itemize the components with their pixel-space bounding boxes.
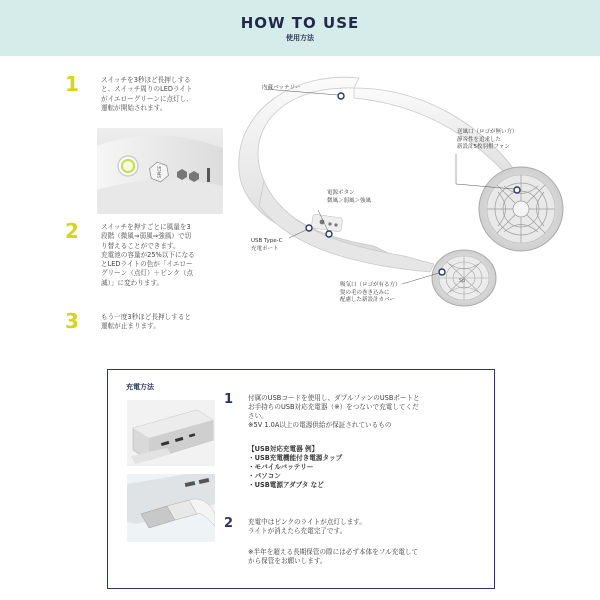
charge-step-1-line: お手持ちのUSB対応充電器（※）をつないで充電してくだ [248,403,419,411]
charge-step-1-number: 1 [224,392,234,407]
power-bank-photo [127,400,215,466]
callout-usb-line: USB Type-C [251,238,283,244]
step-1-line: がイエローグリーンに点灯し、 [101,94,193,103]
step-3-line: 運転が止まります。 [101,322,160,331]
charger-example-item: ・パソコン [248,472,281,480]
step-2-line: とLEDライトの色が「イエロー [101,260,193,269]
charger-examples [248,445,342,490]
step-2-line: 充電池の容量が25%以下になる [101,250,195,259]
charger-example-item: ・USB電源アダプタ など [248,481,324,489]
callout-intake-line: 吸気口（ロゴが有る方） [340,282,401,288]
storage-note-line: から保管をお願いします。 [248,557,327,565]
callout-vent [457,129,518,152]
storage-note [248,548,418,566]
callout-power-line: 電源ボタン [327,190,355,196]
page-subtitle: 使用方法 [286,34,314,42]
callout-usb-line: 充電ポート [251,245,279,252]
right-fan [479,167,563,251]
step-1-line: 運転が開始されます。 [101,103,167,112]
step-2-number: 2 [65,219,79,243]
page-title: HOW TO USE [240,14,360,32]
step-1-line: と、スイッチ周りのLEDライト [101,85,193,94]
step-1-number: 1 [65,72,79,96]
step-2-line: グリーン（点灯）＋ピンク（点 [101,269,194,278]
callout-intake [340,282,401,305]
callout-usb-port [251,238,283,253]
charge-step-1-line: さい。 [248,412,268,420]
callout-vent-line: 静音性を追求した [457,136,502,143]
charging-panel [107,369,495,589]
charger-example-item: ・モバイルバッテリー [248,463,314,471]
step-1-text [101,76,193,113]
step-2-line: 段階（微風⇒弱風⇒強風）で切 [101,232,192,241]
step-3-text [101,313,191,332]
charging-title: 充電方法 [126,383,154,391]
callout-vent-line: 送風口（ロゴが無い方） [457,129,518,135]
step-2-line: り替えることができます。 [101,241,180,250]
charger-examples-title: 【USB対応充電器 例】 [248,445,319,453]
charge-step-1-text [248,394,420,430]
header-banner [0,0,600,56]
step-3-number: 3 [65,309,79,333]
step-3-line: もう一度3秒ほど長押しすると [101,313,191,321]
callout-intake-line: 配慮した新設計カバー [340,297,396,304]
svg-text:SPICE: SPICE [157,166,162,178]
neck-fan-illustration [234,76,584,326]
charge-step-2-line: 充電中はピンクのライトが点灯します。 [248,518,366,526]
charge-step-2-text [248,518,366,536]
step-2-line: スイッチを押すごとに風量を3 [101,223,191,231]
storage-note-line: ※半年を超える長期保管の際には必ず本体をフル充電して [248,548,419,556]
svg-text:Sp: Sp [458,278,466,284]
callout-vent-line: 新設計5枚羽根ファン [457,144,510,151]
callout-battery: 内蔵バッテリー [262,85,301,91]
charge-step-1-line: 付属のUSBコードを使用し、ダブルファンのUSBポートと [248,394,420,402]
switch-closeup-photo [97,128,223,214]
charge-step-2-number: 2 [224,516,234,531]
step-2-line: 滅）」に変わります。 [101,278,164,287]
callout-power-button [327,190,371,205]
charger-example-item: ・USB充電機能付き電源タップ [248,454,343,462]
charge-step-1-line: ※5V 1.0A以上の電源供給が保証されているもの [248,421,392,429]
front-fan [432,250,496,306]
step-1-line: スイッチを3秒ほど長押しする [101,76,191,84]
step-2-text [101,223,195,288]
callout-intake-line: 髪の毛の巻き込みに [340,289,390,296]
callout-power-line: 微風＞弱風＞強風 [327,197,372,204]
charge-step-2-line: ライトが消えたら充電完了です。 [248,527,347,535]
usb-cable-photo [127,474,215,542]
